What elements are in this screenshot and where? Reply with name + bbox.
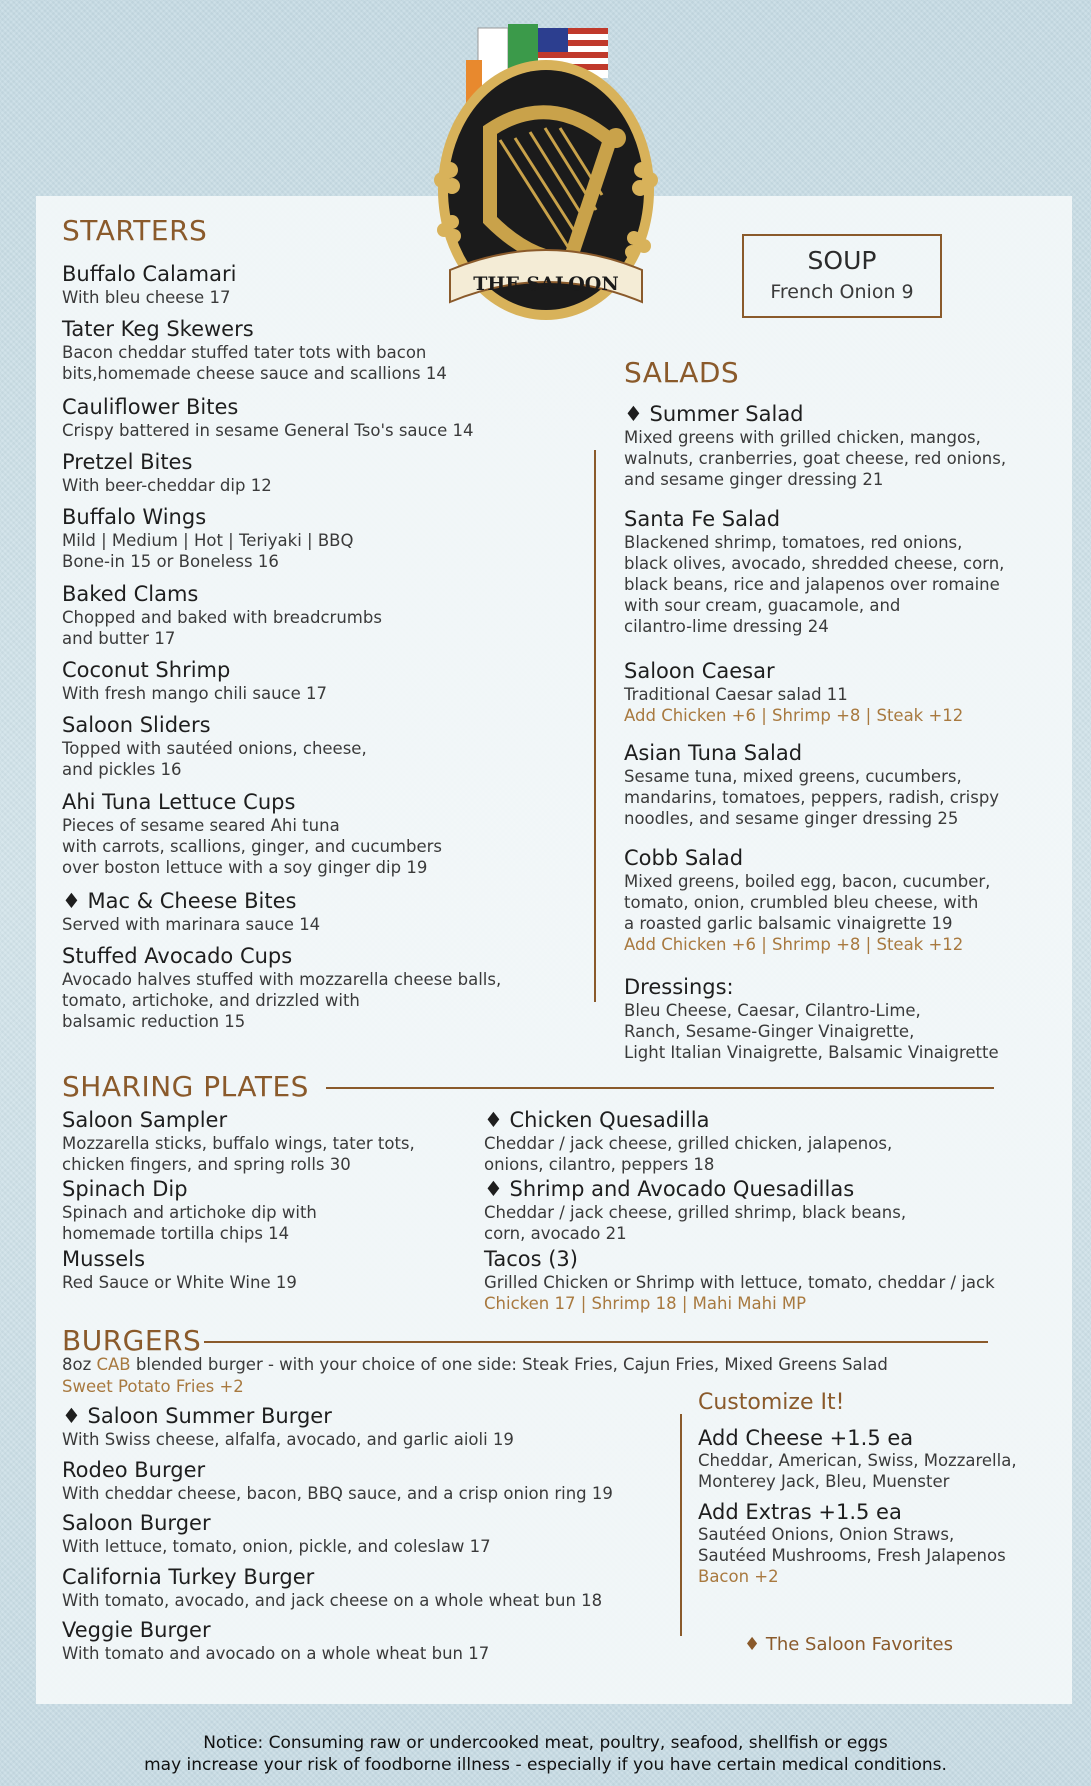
menu-item-name: Ahi Tuna Lettuce Cups	[62, 790, 296, 814]
burgers-intro: 8oz CAB blended burger - with your choice of one side: Steak Fries, Cajun Fries, Mixed Greens Salad	[62, 1355, 888, 1374]
menu-item-description: onions, cilantro, peppers 18	[484, 1155, 715, 1174]
menu-item-description: Red Sauce or White Wine 19	[62, 1273, 297, 1292]
menu-item-description: Bleu Cheese, Caesar, Cilantro-Lime,	[624, 1001, 921, 1020]
menu-item-description: Sesame tuna, mixed greens, cucumbers,	[624, 767, 962, 786]
menu-item-name: Baked Clams	[62, 582, 199, 606]
menu-item	[484, 1108, 892, 1175]
menu-item-description: Grilled Chicken or Shrimp with lettuce, tomato, cheddar / jack	[484, 1273, 995, 1292]
menu-item	[62, 889, 320, 935]
menu-item-name: Saloon Sampler	[62, 1108, 228, 1132]
menu-item-addons: Add Chicken +6 | Shrimp +8 | Steak +12	[624, 935, 964, 954]
menu-item	[62, 790, 442, 878]
menu-item-name: Rodeo Burger	[62, 1458, 206, 1482]
menu-item	[62, 582, 382, 649]
menu-item-name: Cobb Salad	[624, 846, 744, 870]
menu-item-description: With cheddar cheese, bacon, BBQ sauce, and a crisp onion ring 19	[62, 1484, 613, 1503]
menu-item-description: chicken fingers, and spring rolls 30	[62, 1155, 351, 1174]
menu-item	[484, 1177, 906, 1244]
menu-item-description: Cheddar / jack cheese, grilled shrimp, black beans,	[484, 1203, 907, 1222]
menu-item	[62, 944, 501, 1032]
menu-item-description: Mixed greens with grilled chicken, mangos,	[624, 428, 981, 447]
menu-item	[62, 713, 367, 780]
menu-item-description: Cheddar / jack cheese, grilled chicken, jalapenos,	[484, 1134, 893, 1153]
add-extras-title: Add Extras +1.5 ea	[698, 1500, 902, 1524]
menu-item-name: Stuffed Avocado Cups	[62, 944, 293, 968]
menu-item-name: ♦ Saloon Summer Burger	[62, 1404, 332, 1428]
menu-item-name: Mussels	[62, 1247, 146, 1271]
menu-item	[62, 658, 327, 704]
menu-item-description: Avocado halves stuffed with mozzarella cheese balls,	[62, 970, 502, 989]
menu-item-name: Tacos (3)	[484, 1247, 578, 1271]
customize-divider	[680, 1414, 682, 1636]
menu-item-description: balsamic reduction 15	[62, 1012, 246, 1031]
menu-item-description: mandarins, tomatoes, peppers, radish, crispy	[624, 788, 1000, 807]
menu-item-description: Mild | Medium | Hot | Teriyaki | BBQ	[62, 531, 354, 550]
menu-item-name: ♦ Mac & Cheese Bites	[62, 889, 297, 913]
menu-item-description: With fresh mango chili sauce 17	[62, 684, 327, 703]
menu-item-description: and sesame ginger dressing 21	[624, 470, 884, 489]
menu-item-description: tomato, onion, crumbled bleu cheese, with	[624, 893, 979, 912]
menu-item-description: With beer-cheddar dip 12	[62, 476, 272, 495]
menu-item	[62, 1565, 602, 1611]
menu-item-name: Pretzel Bites	[62, 450, 193, 474]
menu-item-name: Buffalo Calamari	[62, 262, 237, 286]
menu-item-description: black olives, avocado, shredded cheese, corn,	[624, 554, 1005, 573]
menu-item-description: tomato, artichoke, and drizzled with	[62, 991, 360, 1010]
menu-item-description: walnuts, cranberries, goat cheese, red onions,	[624, 449, 1007, 468]
menu-item-description: With tomato, avocado, and jack cheese on a whole wheat bun 18	[62, 1591, 603, 1610]
menu-item	[62, 262, 236, 308]
sharing-title: SHARING PLATES	[62, 1070, 309, 1103]
menu-item-description: Light Italian Vinaigrette, Balsamic Vinaigrette	[624, 1043, 999, 1062]
burgers-title: BURGERS	[62, 1324, 202, 1357]
add-extras-desc: Sautéed Onions, Onion Straws, Sautéed Mushrooms, Fresh Jalapenos Bacon +2	[698, 1525, 1006, 1586]
menu-item	[62, 317, 447, 384]
menu-item	[62, 1177, 317, 1244]
menu-item-description: Spinach and artichoke dip with	[62, 1203, 317, 1222]
menu-item-name: Buffalo Wings	[62, 505, 207, 529]
menu-item-name: Veggie Burger	[62, 1618, 211, 1642]
burgers-upcharge: Sweet Potato Fries +2	[62, 1377, 244, 1396]
menu-item-description: Bacon cheddar stuffed tater tots with bacon	[62, 343, 427, 362]
menu-item-description: Mixed greens, boiled egg, bacon, cucumber,	[624, 872, 991, 891]
menu-item-description: corn, avocado 21	[484, 1224, 627, 1243]
menu-item-description: Crispy battered in sesame General Tso's sauce 14	[62, 421, 474, 440]
menu-item-description: Ranch, Sesame-Ginger Vinaigrette,	[624, 1022, 915, 1041]
soup-item: French Onion 9	[770, 281, 914, 303]
menu-item-name: Dressings:	[624, 975, 734, 999]
menu-item-description: Blackened shrimp, tomatoes, red onions,	[624, 533, 963, 552]
menu-item-description: With tomato and avocado on a whole wheat bun 17	[62, 1644, 490, 1663]
menu-item	[62, 1108, 415, 1175]
menu-item	[62, 1247, 297, 1293]
menu-item	[62, 1618, 489, 1664]
menu-item	[62, 450, 272, 496]
add-cheese-desc: Cheddar, American, Swiss, Mozzarella, Monterey Jack, Bleu, Muenster	[698, 1451, 1017, 1491]
menu-item-name: California Turkey Burger	[62, 1565, 315, 1589]
menu-item-description: and butter 17	[62, 629, 176, 648]
menu-item-description: Traditional Caesar salad 11	[624, 685, 848, 704]
menu-item-description: with sour cream, guacamole, and	[624, 596, 901, 615]
menu-item-description: noodles, and sesame ginger dressing 25	[624, 809, 959, 828]
menu-item-name: ♦ Summer Salad	[624, 402, 804, 426]
menu-item	[624, 741, 999, 829]
menu-item-description: a roasted garlic balsamic vinaigrette 19	[624, 914, 953, 933]
menu-item	[62, 395, 473, 441]
burgers-rule	[204, 1341, 988, 1343]
menu-item-name: Spinach Dip	[62, 1177, 188, 1201]
menu-item	[62, 1458, 613, 1504]
menu-item-addons: Chicken 17 | Shrimp 18 | Mahi Mahi MP	[484, 1294, 807, 1313]
menu-item-name: Coconut Shrimp	[62, 658, 231, 682]
menu-item-name: Saloon Sliders	[62, 713, 211, 737]
menu-item	[62, 1404, 514, 1450]
menu-item-description: cilantro-lime dressing 24	[624, 617, 829, 636]
menu-item-description: over boston lettuce with a soy ginger dip 19	[62, 858, 428, 877]
menu-item-description: Bone-in 15 or Boneless 16	[62, 552, 279, 571]
menu-item-description: bits,homemade cheese sauce and scallions 14	[62, 364, 447, 383]
soup-box	[742, 234, 942, 318]
menu-item-name: Saloon Burger	[62, 1511, 211, 1535]
menu-item-name: Asian Tuna Salad	[624, 741, 803, 765]
salads-divider	[594, 450, 596, 1002]
sharing-rule	[326, 1087, 994, 1089]
menu-item-name: ♦ Shrimp and Avocado Quesadillas	[484, 1177, 855, 1201]
customize-title: Customize It!	[698, 1390, 845, 1415]
menu-item-name: Santa Fe Salad	[624, 507, 781, 531]
saloon-harp-logo	[420, 20, 672, 330]
menu-item-description: Pieces of sesame seared Ahi tuna	[62, 816, 340, 835]
menu-item-description: With Swiss cheese, alfalfa, avocado, and garlic aioli 19	[62, 1430, 514, 1449]
menu-item-name: Tater Keg Skewers	[62, 317, 254, 341]
starters-title: STARTERS	[62, 214, 208, 247]
menu-item-description: and pickles 16	[62, 760, 182, 779]
menu-item-description: With bleu cheese 17	[62, 288, 231, 307]
saloon-favorites-legend: ♦ The Saloon Favorites	[744, 1634, 953, 1655]
menu-item-description: Served with marinara sauce 14	[62, 915, 321, 934]
menu-item-addons: Add Chicken +6 | Shrimp +8 | Steak +12	[624, 706, 964, 725]
menu-item	[624, 846, 990, 955]
menu-item	[624, 659, 963, 726]
salads-title: SALADS	[624, 356, 740, 389]
svg-text:THE SALOON: THE SALOON	[473, 273, 619, 295]
add-cheese-title: Add Cheese +1.5 ea	[698, 1426, 914, 1450]
menu-item-description: Chopped and baked with breadcrumbs	[62, 608, 382, 627]
menu-item-description: homemade tortilla chips 14	[62, 1224, 290, 1243]
menu-item	[624, 507, 1004, 637]
menu-item-description: black beans, rice and jalapenos over romaine	[624, 575, 1000, 594]
menu-item-description: With lettuce, tomato, onion, pickle, and coleslaw 17	[62, 1537, 491, 1556]
menu-item-description: with carrots, scallions, ginger, and cucumbers	[62, 837, 443, 856]
menu-item	[62, 505, 353, 572]
food-safety-notice: Notice: Consuming raw or undercooked meat, poultry, seafood, shellfish or eggs may increase your risk of foodborne illness - especially if you have certain medical conditions.	[144, 1733, 947, 1775]
soup-title: SOUP	[807, 246, 877, 275]
menu-item-name: Cauliflower Bites	[62, 395, 239, 419]
menu-item	[62, 1511, 491, 1557]
menu-item-name: Saloon Caesar	[624, 659, 775, 683]
menu-item	[624, 975, 999, 1063]
cab-label: CAB	[96, 1355, 131, 1374]
menu-item	[484, 1247, 995, 1314]
menu-item	[624, 402, 1006, 490]
menu-item-description: Topped with sautéed onions, cheese,	[62, 739, 367, 758]
menu-item-name: ♦ Chicken Quesadilla	[484, 1108, 710, 1132]
menu-item-description: Mozzarella sticks, buffalo wings, tater tots,	[62, 1134, 415, 1153]
